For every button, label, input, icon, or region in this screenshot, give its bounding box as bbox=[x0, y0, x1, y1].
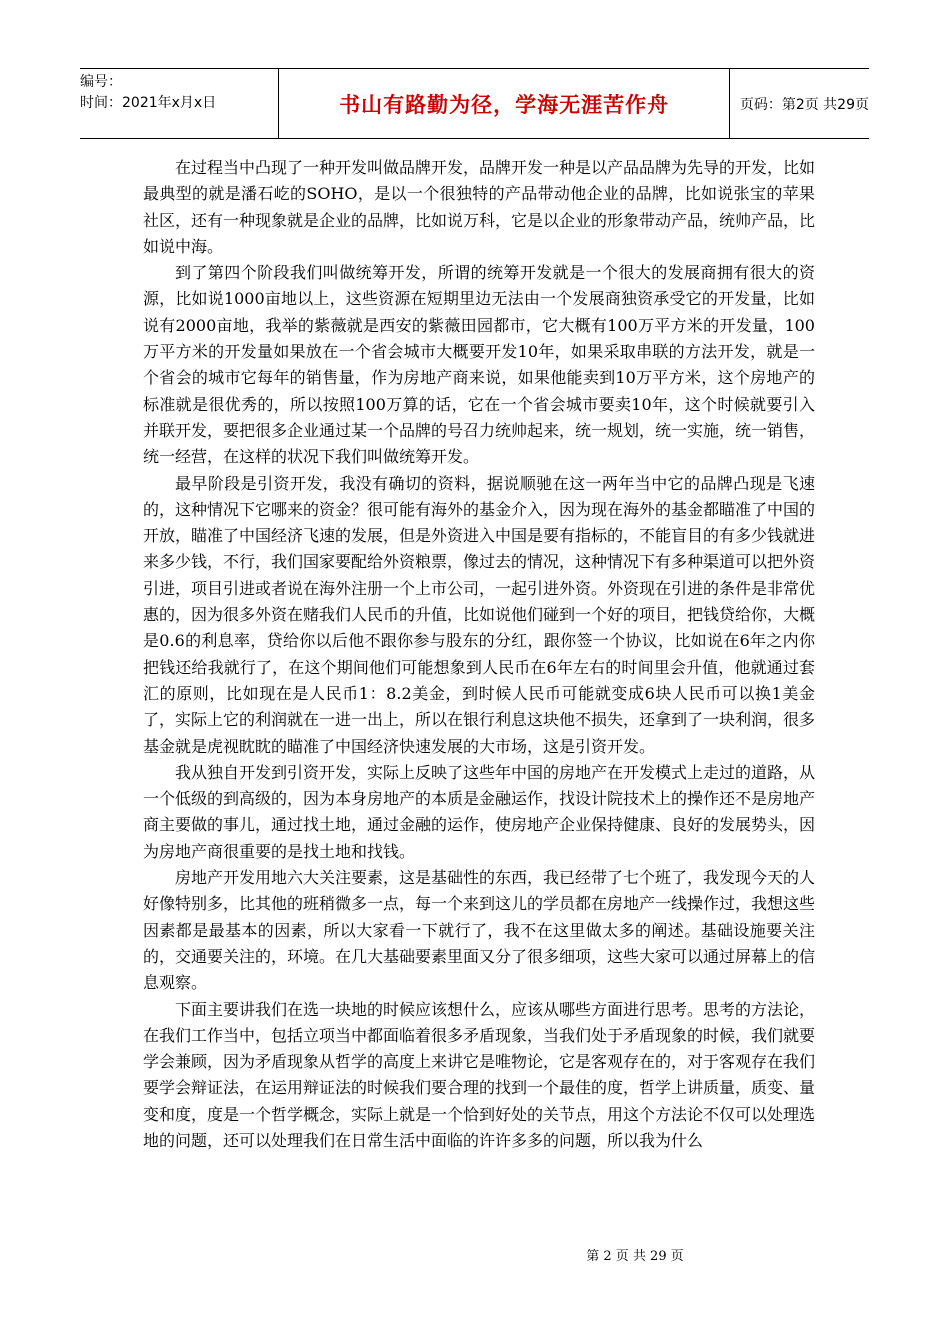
paragraph: 在过程当中凸现了一种开发叫做品牌开发，品牌开发一种是以产品品牌为先导的开发，比如最典型的就是潘石屹的SOHO，是以一个很独特的产品带动他企业的品牌，比如说张宝的苹果社区，还有一种现象就是企业的品牌，比如说万科，它是以企业的形象带动产品，统帅产品，比如说中海。 bbox=[143, 158, 816, 256]
header-page-info: 页码：第2页 共29页 bbox=[739, 96, 869, 113]
paragraph: 我从独自开发到引资开发，实际上反映了这些年中国的房地产在开发模式上走过的道路，从一个低级的到高级的，因为本身房地产的本质是金融运作，找设计院技术上的操作还不是房地产商主要做的事儿，通过找土地，通过金融的运作，使房地产企业保持健康、良好的发展势头，因为房地产商很重要的是找土地和找钱。 bbox=[143, 762, 816, 861]
page-header bbox=[80, 68, 869, 139]
document-time-label: 时间：2021年x月x日 bbox=[80, 95, 217, 111]
paragraph: 下面主要讲我们在选一块地的时候应该想什么，应该从哪些方面进行思考。思考的方法论，在我们工作当中，包括立项当中都面临着很多矛盾现象，当我们处于矛盾现象的时候，我们就要学会兼顾，因为矛盾现象从哲学的高度上来讲它是唯物论，它是客观存在的，对于客观存在我们要学会辩证法，在运用辩证法的时候我们要合理的找到一个最佳的度，哲学上讲质量，质变、量变和度，度是一个哲学概念，实际上就是一个恰到好处的关节点，用这个方法论不仅可以处理选地的问题，还可以处理我们在日常生活中面临的许许多多的问题，所以我为什么 bbox=[143, 999, 816, 1150]
header-motto: 书山有路勤为径，学海无涯苦作舟 bbox=[339, 92, 670, 117]
header-motto-cell bbox=[278, 69, 729, 138]
paragraph: 最早阶段是引资开发，我没有确切的资料，据说顺驰在这一两年当中它的品牌凸现是飞速的，这种情况下它哪来的资金？很可能有海外的基金介入，因为现在海外的基金都瞄准了中国的开放，瞄准了中国经济飞速的发展，但是外资进入中国是要有指标的，不能盲目的有多少钱就进来多少钱，不行，我们国家要配给外资粮票，像过去的情况，这种情况下有多种渠道可以把外资引进，项目引进或者说在海外注册一个上市公司，一起引进外资。外资现在引进的条件是非常优惠的，因为很多外资在赌我们人民币的升值，比如说他们碰到一个好的项目，把钱贷给你，大概是0.6的利息率，贷给你以后他不跟你参与股东的分红，跟你签一个协议，比如说在6年之内你把钱还给我就行了，在这个期间他们可能想象到人民币在6年左右的时间里会升值，他就通过套汇的原则，比如现在是人民币1：8.2美金，到时候人民币可能就变成6块人民币可以换1美金了，实际上它的利润就在一进一出上，所以在银行利息这块他不损失，还拿到了一块利润，很多基金就是虎视眈眈的瞄准了中国经济快速发展的大市场，这是引资开发。 bbox=[143, 473, 816, 756]
document-number-label: 编号： bbox=[80, 74, 122, 90]
page-footer: 第 2 页 共 29 页 bbox=[586, 1249, 684, 1264]
paragraph: 到了第四个阶段我们叫做统筹开发，所谓的统筹开发就是一个很大的发展商拥有很大的资源，比如说1000亩地以上，这些资源在短期里边无法由一个发展商独资承受它的开发量，比如说有2000亩地，我举的紫薇就是西安的紫薇田园都市，它大概有100万平方米的开发量，100万平方米的开发量如果放在一个省会城市大概要开发10年，如果采取串联的方法开发，就是一个省会的城市它每年的销售量，作为房地产商来说，如果他能卖到10万平方米，这个房地产的标准就是很优秀的，所以按照100万算的话，它在一个省会城市要卖10年，这个时候就要引入并联开发，要把很多企业通过某一个品牌的号召力统帅起来，统一规划，统一实施，统一销售，统一经营，在这样的状况下我们叫做统筹开发。 bbox=[143, 263, 816, 467]
document-body bbox=[143, 155, 815, 1154]
paragraph: 房地产开发用地六大关注要素，这是基础性的东西，我已经带了七个班了，我发现今天的人好像特别多，比其他的班稍微多一点，每一个来到这儿的学员都在房地产一线操作过，我想这些因素都是最基本的因素，所以大家看一下就行了，我不在这里做太多的阐述。基础设施要关注的，交通要关注的，环境。在几大基础要素里面又分了很多细项，这些大家可以通过屏幕上的信息观察。 bbox=[143, 868, 816, 993]
header-meta bbox=[80, 69, 278, 138]
